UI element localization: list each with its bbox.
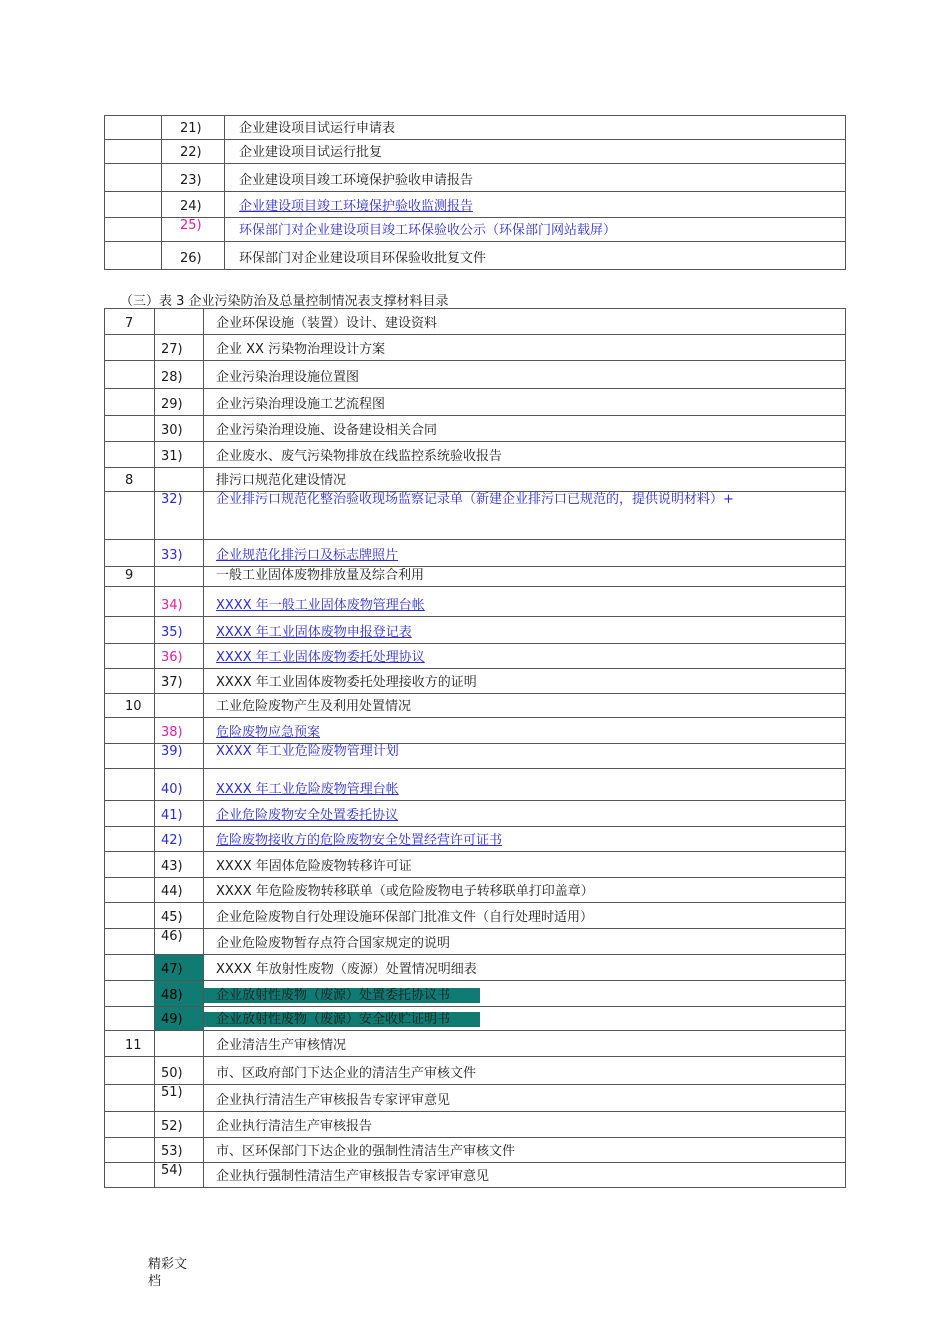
- item-title: [204, 1057, 846, 1085]
- item-title: [204, 669, 846, 694]
- table-row: [105, 540, 846, 567]
- item-number: 50): [155, 1057, 204, 1085]
- item-title-text: 企业放射性废物（废源）安全收贮证明书: [204, 1012, 480, 1027]
- table-row: [105, 1007, 846, 1031]
- item-title-text: 企业污染治理设施、设备建设相关合同: [216, 423, 438, 438]
- item-title: [204, 567, 846, 587]
- item-number: 31): [155, 442, 204, 468]
- item-number: 24): [162, 192, 225, 218]
- item-title-text: 一般工业固体废物排放量及综合利用: [216, 568, 425, 583]
- item-number: 54): [155, 1163, 204, 1188]
- item-title: [204, 852, 846, 878]
- table-row: [105, 116, 846, 140]
- section-number: [105, 801, 155, 827]
- section-number: 8: [105, 468, 155, 492]
- table-row: [105, 669, 846, 694]
- item-number: 51): [155, 1085, 204, 1112]
- item-number: [155, 567, 204, 587]
- item-number: 36): [155, 644, 204, 669]
- table-row: [105, 567, 846, 587]
- section-number: [105, 878, 155, 903]
- table-row: [105, 164, 846, 192]
- item-number: 49): [155, 1007, 204, 1031]
- item-title: 环保部门对企业建设项目竣工环保验收公示（环保部门网站载屏）: [225, 218, 846, 242]
- table-row: [105, 929, 846, 955]
- item-title: 企业建设项目竣工环境保护验收监测报告: [225, 192, 846, 218]
- item-title-text: 企业执行清洁生产审核报告: [216, 1119, 373, 1134]
- item-title: [204, 981, 846, 1007]
- table-row: [105, 1163, 846, 1188]
- item-title: [204, 878, 846, 903]
- table-row: [105, 218, 846, 242]
- item-number: 39): [155, 744, 204, 769]
- table-row: [105, 1112, 846, 1138]
- item-title: [204, 389, 846, 416]
- item-title-text: 企业规范化排污口及标志牌照片: [216, 548, 399, 563]
- table-row: [105, 1031, 846, 1057]
- item-number: 26): [162, 242, 225, 270]
- table-row: [105, 981, 846, 1007]
- item-number: 32): [155, 492, 204, 540]
- table-row: [105, 744, 846, 769]
- section-number: [105, 587, 155, 617]
- item-title-text: 企业环保设施（装置）设计、建设资料: [216, 316, 438, 331]
- item-title-text: 市、区政府部门下达企业的清洁生产审核文件: [216, 1066, 477, 1081]
- item-number: 53): [155, 1138, 204, 1163]
- section-number: [105, 442, 155, 468]
- section-number: [105, 827, 155, 852]
- item-title-text: 企业废水、废气污染物排放在线监控系统验收报告: [216, 449, 503, 464]
- section-number: [105, 492, 155, 540]
- item-number: 46): [155, 929, 204, 955]
- table-row: [105, 878, 846, 903]
- item-title-text: XXXX 年一般工业固体废物管理台帐: [216, 598, 425, 613]
- item-title-text: 企业污染治理设施工艺流程图: [216, 397, 386, 412]
- item-number: [155, 309, 204, 335]
- item-title: [204, 955, 846, 981]
- table-row: [105, 1085, 846, 1112]
- table-row: [105, 769, 846, 801]
- table-row: [105, 801, 846, 827]
- item-number: 21): [162, 116, 225, 140]
- item-title-text: XXXX 年工业固体废物申报登记表: [216, 625, 412, 640]
- table-row: [105, 389, 846, 416]
- section-number: [105, 981, 155, 1007]
- item-number: 30): [155, 416, 204, 442]
- section-number: 10: [105, 694, 155, 718]
- item-number: 38): [155, 718, 204, 744]
- item-title: [204, 1031, 846, 1057]
- item-title-text: 企业污染治理设施位置图: [216, 370, 360, 385]
- item-title-text: XXXX 年工业危险废物管理台帐: [216, 782, 399, 797]
- section-number: [105, 644, 155, 669]
- section-number: [105, 1163, 155, 1188]
- item-title: [204, 694, 846, 718]
- table-row: [105, 1057, 846, 1085]
- item-number: 52): [155, 1112, 204, 1138]
- item-title-text: XXXX 年工业固体废物委托处理协议: [216, 650, 425, 665]
- empty-cell: [105, 242, 162, 270]
- item-title: [204, 827, 846, 852]
- table-row: [105, 1138, 846, 1163]
- table-row: [105, 140, 846, 164]
- item-title-text: 企业危险废物暂存点符合国家规定的说明: [216, 936, 451, 951]
- item-number: 43): [155, 852, 204, 878]
- item-number: 25): [162, 218, 225, 242]
- item-title: [204, 929, 846, 955]
- item-title: [204, 309, 846, 335]
- item-number: 44): [155, 878, 204, 903]
- table-row: [105, 492, 846, 540]
- item-number: 42): [155, 827, 204, 852]
- item-number: 23): [162, 164, 225, 192]
- table-row: [105, 903, 846, 929]
- item-title: [204, 361, 846, 389]
- item-title: [204, 718, 846, 744]
- item-title: [204, 1112, 846, 1138]
- item-title-text: 市、区环保部门下达企业的强制性清洁生产审核文件: [216, 1144, 516, 1159]
- table-row: [105, 416, 846, 442]
- item-title: [204, 335, 846, 361]
- item-title-text: XXXX 年放射性废物（废源）处置情况明细表: [216, 962, 477, 977]
- table-row: [105, 694, 846, 718]
- item-number: [155, 1031, 204, 1057]
- item-title: [204, 801, 846, 827]
- table-row: [105, 361, 846, 389]
- section-number: [105, 416, 155, 442]
- empty-cell: [105, 140, 162, 164]
- item-title: [204, 1138, 846, 1163]
- item-number: 41): [155, 801, 204, 827]
- table-row: [105, 827, 846, 852]
- item-title-text: XXXX 年工业危险废物管理计划: [216, 744, 399, 759]
- table-row: [105, 718, 846, 744]
- section-number: [105, 1138, 155, 1163]
- item-title: [204, 587, 846, 617]
- item-number: 35): [155, 617, 204, 644]
- item-title-text: 企业危险废物自行处理设施环保部门批准文件（自行处理时适用）: [216, 910, 594, 925]
- item-title: [204, 1085, 846, 1112]
- table-row: [105, 644, 846, 669]
- section-number: [105, 1057, 155, 1085]
- table-row: [105, 309, 846, 335]
- table-row: [105, 468, 846, 492]
- table-row: [105, 587, 846, 617]
- item-title-text: 企业放射性废物（废源）处置委托协议书: [204, 988, 480, 1003]
- item-title: [204, 1163, 846, 1188]
- item-title-text: XXXX 年固体危险废物转移许可证: [216, 859, 412, 874]
- item-title-text: 企业执行清洁生产审核报告专家评审意见: [216, 1093, 451, 1108]
- item-title: [204, 1007, 846, 1031]
- table-row: [105, 955, 846, 981]
- item-title-text: 危险废物接收方的危险废物安全处置经营许可证书: [216, 833, 503, 848]
- table-row: [105, 442, 846, 468]
- item-number: 45): [155, 903, 204, 929]
- section-number: [105, 361, 155, 389]
- item-title: [204, 442, 846, 468]
- item-number: 34): [155, 587, 204, 617]
- item-number: [155, 694, 204, 718]
- item-title-text: 企业排污口规范化整治验收现场监察记录单（新建企业排污口已规范的，提供说明材料）+: [216, 492, 734, 507]
- item-title-text: 企业清洁生产审核情况: [216, 1038, 347, 1053]
- item-title-text: 排污口规范化建设情况: [216, 473, 347, 488]
- empty-cell: [105, 192, 162, 218]
- item-number: 33): [155, 540, 204, 567]
- item-title: [204, 416, 846, 442]
- item-title: [204, 492, 846, 540]
- item-title: [204, 903, 846, 929]
- section-number: [105, 1112, 155, 1138]
- item-title: [204, 744, 846, 769]
- item-title: [204, 617, 846, 644]
- item-number: 48): [155, 981, 204, 1007]
- section-number: 7: [105, 309, 155, 335]
- table-row: [105, 617, 846, 644]
- section-number: [105, 744, 155, 769]
- item-number: 29): [155, 389, 204, 416]
- section-number: [105, 617, 155, 644]
- table-construction-materials: [104, 115, 846, 270]
- empty-cell: [105, 218, 162, 242]
- empty-cell: [105, 116, 162, 140]
- section-number: [105, 718, 155, 744]
- empty-cell: [105, 164, 162, 192]
- section-number: [105, 769, 155, 801]
- item-number: 47): [155, 955, 204, 981]
- table-row: [105, 242, 846, 270]
- item-number: 27): [155, 335, 204, 361]
- item-title: 企业建设项目竣工环境保护验收申请报告: [225, 164, 846, 192]
- item-title-text: 企业执行强制性清洁生产审核报告专家评审意见: [216, 1169, 490, 1184]
- section-number: [105, 1085, 155, 1112]
- section-3-title: （三）表 3 企业污染防治及总量控制情况表支撑材料目录: [120, 294, 449, 309]
- item-number: 37): [155, 669, 204, 694]
- item-title: [204, 468, 846, 492]
- section-number: [105, 669, 155, 694]
- section-number: 9: [105, 567, 155, 587]
- item-title-text: XXXX 年工业固体废物委托处理接收方的证明: [216, 675, 477, 690]
- item-title: [204, 540, 846, 567]
- section-number: [105, 955, 155, 981]
- section-number: [105, 389, 155, 416]
- table-row: [105, 192, 846, 218]
- item-title: [204, 644, 846, 669]
- section-number: [105, 335, 155, 361]
- section-number: 11: [105, 1031, 155, 1057]
- table-row: [105, 852, 846, 878]
- section-number: [105, 540, 155, 567]
- section-number: [105, 852, 155, 878]
- table-row: [105, 335, 846, 361]
- item-title-text: 危险废物应急预案: [216, 725, 321, 740]
- table-pollution-control-materials: [104, 308, 846, 1188]
- item-title: 企业建设项目试运行批复: [225, 140, 846, 164]
- item-number: 28): [155, 361, 204, 389]
- item-title-text: 企业危险废物安全处置委托协议: [216, 808, 399, 823]
- item-title: 环保部门对企业建设项目环保验收批复文件: [225, 242, 846, 270]
- item-title-text: XXXX 年危险废物转移联单（或危险废物电子转移联单打印盖章）: [216, 884, 594, 899]
- item-number: 22): [162, 140, 225, 164]
- item-title: 企业建设项目试运行申请表: [225, 116, 846, 140]
- item-number: [155, 468, 204, 492]
- item-number: 40): [155, 769, 204, 801]
- item-title-text: 企业 XX 污染物治理设计方案: [216, 342, 386, 357]
- section-number: [105, 903, 155, 929]
- section-number: [105, 1007, 155, 1031]
- item-title: [204, 769, 846, 801]
- section-number: [105, 929, 155, 955]
- item-title-text: 工业危险废物产生及利用处置情况: [216, 699, 412, 714]
- footer-text: 精彩文档: [148, 1257, 188, 1289]
